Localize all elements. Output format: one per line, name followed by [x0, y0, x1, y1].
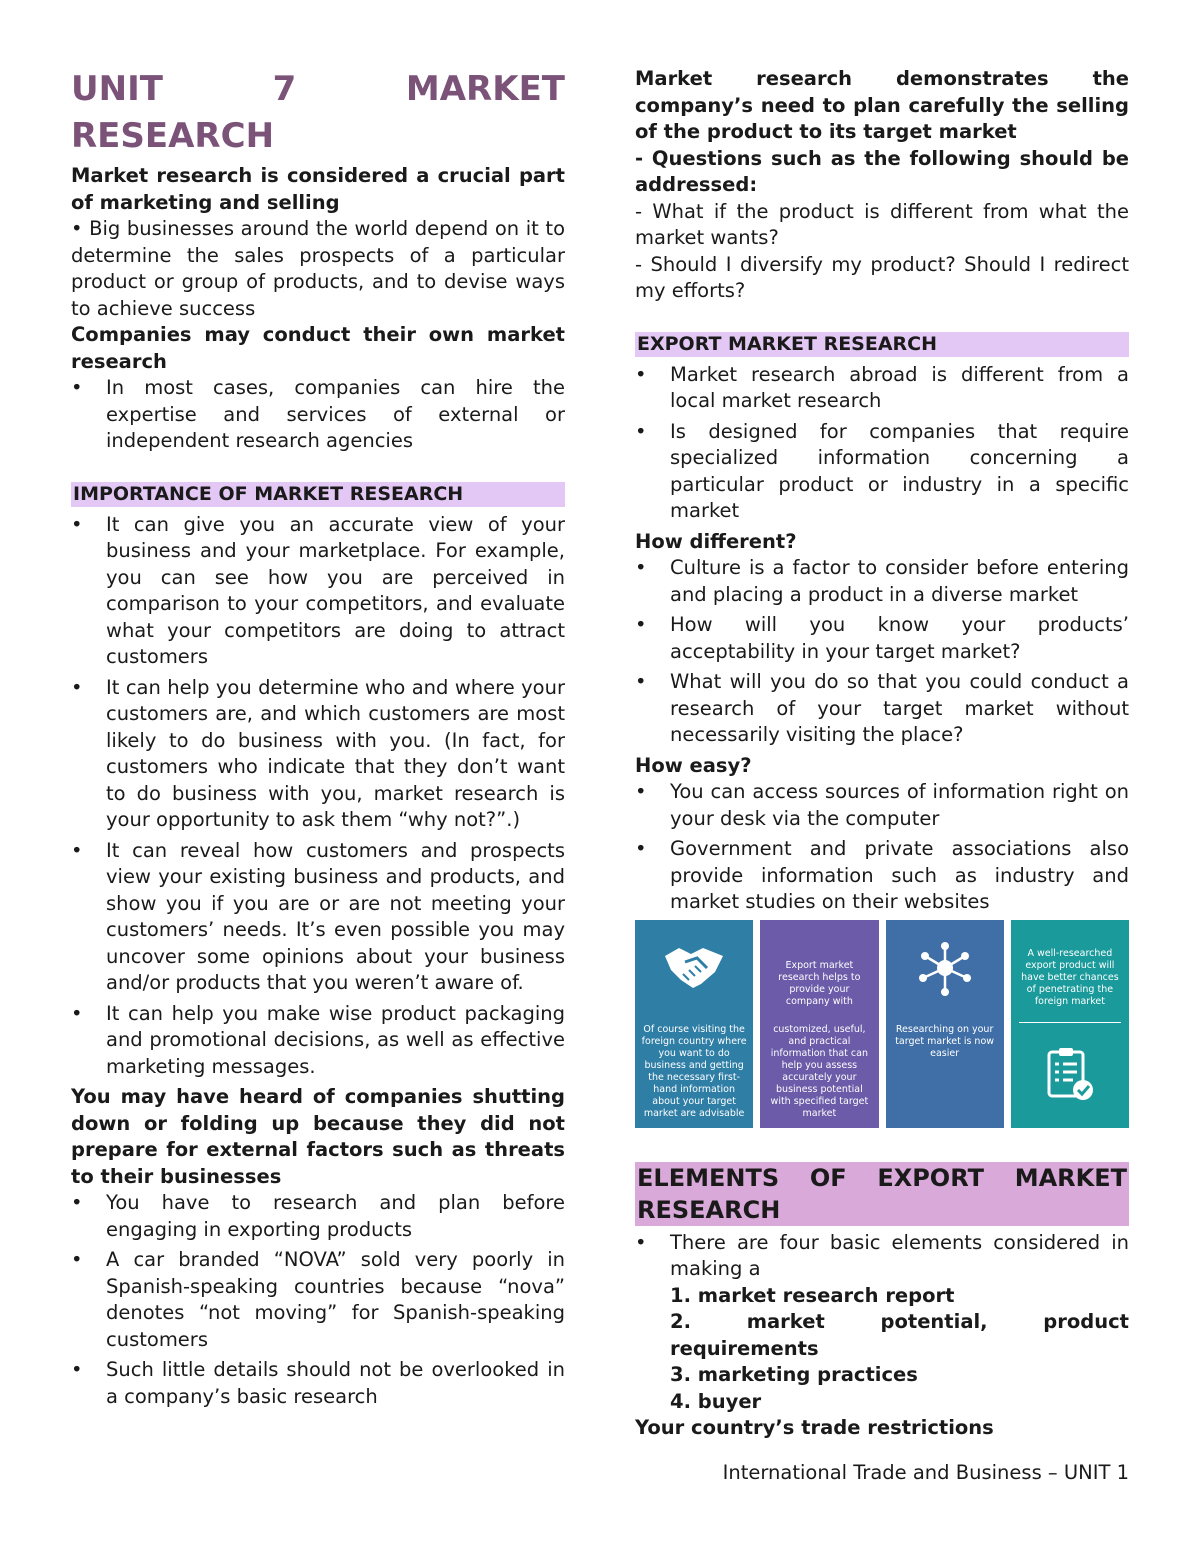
- importance-heading: IMPORTANCE OF MARKET RESEARCH: [71, 482, 565, 507]
- list-item: • In most cases, companies can hire the expertise and services of external or independent research agencies: [71, 375, 565, 455]
- left-column: [71, 66, 565, 1414]
- panel-2-top-text: Export market research helps to provide your company with: [778, 959, 861, 1007]
- elements-heading-word-3: EXPORT: [877, 1163, 984, 1192]
- intro-text: • Big businesses around the world depend on it to determine the sales prospects of a particular product or group of products, and to devise ways to achieve success: [71, 217, 565, 320]
- panel-3-text: Researching on your target market is now easier: [895, 1023, 995, 1059]
- element-item-2: 2. market potential, product requirements: [670, 1310, 1129, 1360]
- panel-4-text: A well-researched export product will have better chances of penetrating the foreign market: [1021, 947, 1119, 1007]
- infographic-panel-3: [886, 920, 1004, 1128]
- handshake-icon: [663, 938, 725, 994]
- panel-2-bottom-text: customized, useful, and practical information that can help you assess accurately your business potential with specified target market: [770, 1023, 869, 1119]
- question-1: - What if the product is different from what the market wants?: [635, 199, 1129, 249]
- right-column: [635, 66, 1129, 1442]
- element-item-3: 3. marketing practices: [670, 1363, 918, 1386]
- title-word-number: 7: [272, 69, 297, 109]
- questions-heading: - Questions such as the following should be addressed:: [635, 146, 1129, 196]
- intro-heading: Market research is considered a crucial part of marketing and selling: [71, 164, 565, 214]
- how-different-list: [635, 555, 1129, 749]
- title-word-market: MARKET: [405, 69, 565, 109]
- trade-restrictions: Your country’s trade restrictions: [635, 1416, 994, 1439]
- list-item: • Such little details should not be overlooked in a company’s basic research: [71, 1357, 565, 1410]
- title-line-2: RESEARCH: [71, 116, 275, 156]
- elements-heading: [635, 1162, 1129, 1226]
- list-item: • How will you know your products’ acceptability in your target market?: [635, 612, 1129, 665]
- list-item: • Government and private associations also provide information such as industry and market studies on their websites: [635, 836, 1129, 916]
- list-item: • It can give you an accurate view of your business and your marketplace. For example, you can see how you are perceived in comparison to your competitors, and evaluate what your competitors are doing to attract customers: [71, 512, 565, 671]
- how-different-heading: How different?: [635, 529, 797, 553]
- list-item: • It can help you determine who and where your customers are, and which customers are most likely to do business with you. (In fact, for customers who indicate that they don’t want to do business with you, market research is your opportunity to ask them “why not?”.): [71, 675, 565, 834]
- elements-list: [635, 1230, 1129, 1283]
- companies-heading: Companies may conduct their own market research: [71, 323, 565, 373]
- title-word-unit: UNIT: [71, 69, 163, 109]
- list-item: • There are four basic elements considered in making a: [635, 1230, 1129, 1283]
- panel-1-text: Of course visiting the foreign country where you want to do business and getting the necessary first-hand information about your target market are advisable: [641, 1023, 747, 1119]
- elements-heading-word-1: ELEMENTS: [637, 1163, 780, 1192]
- list-item: • Is designed for companies that require specialized information concerning a particular product or industry in a specific market: [635, 419, 1129, 525]
- page-footer: International Trade and Business – UNIT 1: [722, 1461, 1129, 1484]
- list-item: • What will you do so that you could conduct a research of your target market without necessarily visiting the place?: [635, 669, 1129, 749]
- how-easy-heading: How easy?: [635, 753, 752, 777]
- elements-heading-line-2: RESEARCH: [637, 1195, 781, 1224]
- export-heading: EXPORT MARKET RESEARCH: [635, 332, 1129, 357]
- infographic-panel-2: [760, 920, 878, 1128]
- clipboard-check-icon: [1045, 1046, 1095, 1102]
- how-easy-list: [635, 779, 1129, 916]
- importance-list: [71, 512, 565, 1081]
- elements-heading-word-2: OF: [809, 1163, 847, 1192]
- list-item: • Culture is a factor to consider before entering and placing a product in a diverse market: [635, 555, 1129, 608]
- elements-heading-word-4: MARKET: [1014, 1163, 1127, 1192]
- infographic-panel-4: [1011, 920, 1129, 1128]
- shutting-list: [71, 1190, 565, 1410]
- infographic-panel-1: [635, 920, 753, 1128]
- export-list: [635, 362, 1129, 525]
- question-2: - Should I diversify my product? Should I redirect my efforts?: [635, 252, 1129, 302]
- list-item: • Market research abroad is different from a local market research: [635, 362, 1129, 415]
- panel-4-divider: [1019, 1022, 1121, 1023]
- demo-heading: Market research demonstrates the company’s need to plan carefully the selling of the product to its target market: [635, 67, 1129, 143]
- list-item: • You can access sources of information right on your desk via the computer: [635, 779, 1129, 832]
- element-item-1: 1. market research report: [670, 1283, 955, 1307]
- list-item: • It can reveal how customers and prospects view your existing business and products, and show you if you are or are not meeting your customers’ needs. It’s even possible you may uncover some opinions about your business and/or products that you weren’t aware of.: [71, 838, 565, 997]
- companies-list: [71, 375, 565, 455]
- list-item: • You have to research and plan before engaging in exporting products: [71, 1190, 565, 1243]
- network-icon: [915, 938, 975, 998]
- list-item: • It can help you make wise product packaging and promotional decisions, as well as effective marketing messages.: [71, 1001, 565, 1081]
- infographic: [635, 920, 1129, 1128]
- shutting-heading: You may have heard of companies shutting down or folding up because they did not prepare for external factors such as threats to their businesses: [71, 1085, 565, 1188]
- element-item-4: 4. buyer: [670, 1389, 762, 1413]
- list-item: • A car branded “NOVA” sold very poorly in Spanish-speaking countries because “nova” denotes “not moving” for Spanish-speaking customers: [71, 1247, 565, 1353]
- page-title: [71, 66, 565, 160]
